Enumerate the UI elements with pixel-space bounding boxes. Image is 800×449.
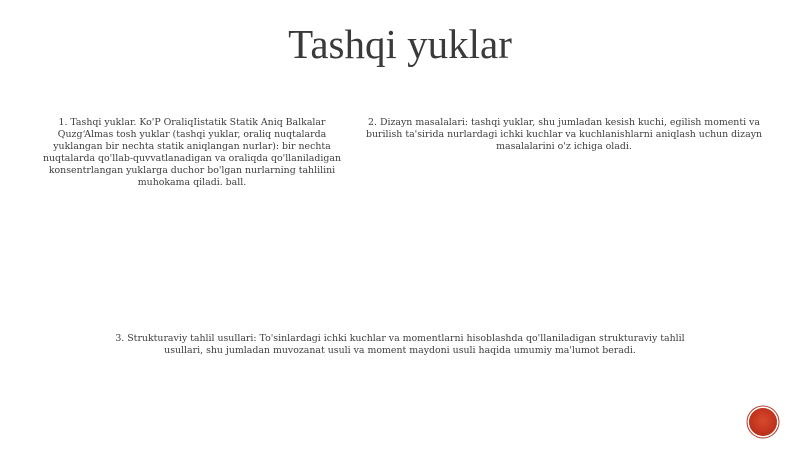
- text-block-strukturaviy-tahlil: 3. Strukturaviy tahlil usullari: To'sinlardagi ichki kuchlar va momentlarni hisoblashda qo'llaniladigan strukturaviy tahlil usullari, shu jumladan muvozanat usuli va moment maydoni usuli haqida umumiy ma'lumot beradi.: [115, 333, 685, 356]
- text-block-tashqi-yuklar: 1. Tashqi yuklar. Ko'P OraliqIistatik Statik Aniq Balkalar QuzgʻAlmas tosh yuklar (tashqi yuklar, oraliq nuqtalarda yuklangan bir nechta statik aniqlangan nurlar): bir nechta nuqtalarda qo'llab-quvvatlanadigan va oraliqda qo'llaniladigan konsentrlangan yuklarga duchor bo'lgan nurlarning tahlilini muhokama qiladi. ball.: [42, 117, 342, 188]
- red-circle-nav-button-icon[interactable]: [749, 408, 777, 436]
- text-block-dizayn-masalalari: 2. Dizayn masalalari: tashqi yuklar, shu jumladan kesish kuchi, egilish momenti va burilish ta'sirida nurlardagi ichki kuchlar va kuchlanishlarni aniqlash uchun dizayn masalalarini o'z ichiga oladi.: [365, 117, 763, 152]
- slide-title: Tashqi yuklar: [288, 21, 512, 67]
